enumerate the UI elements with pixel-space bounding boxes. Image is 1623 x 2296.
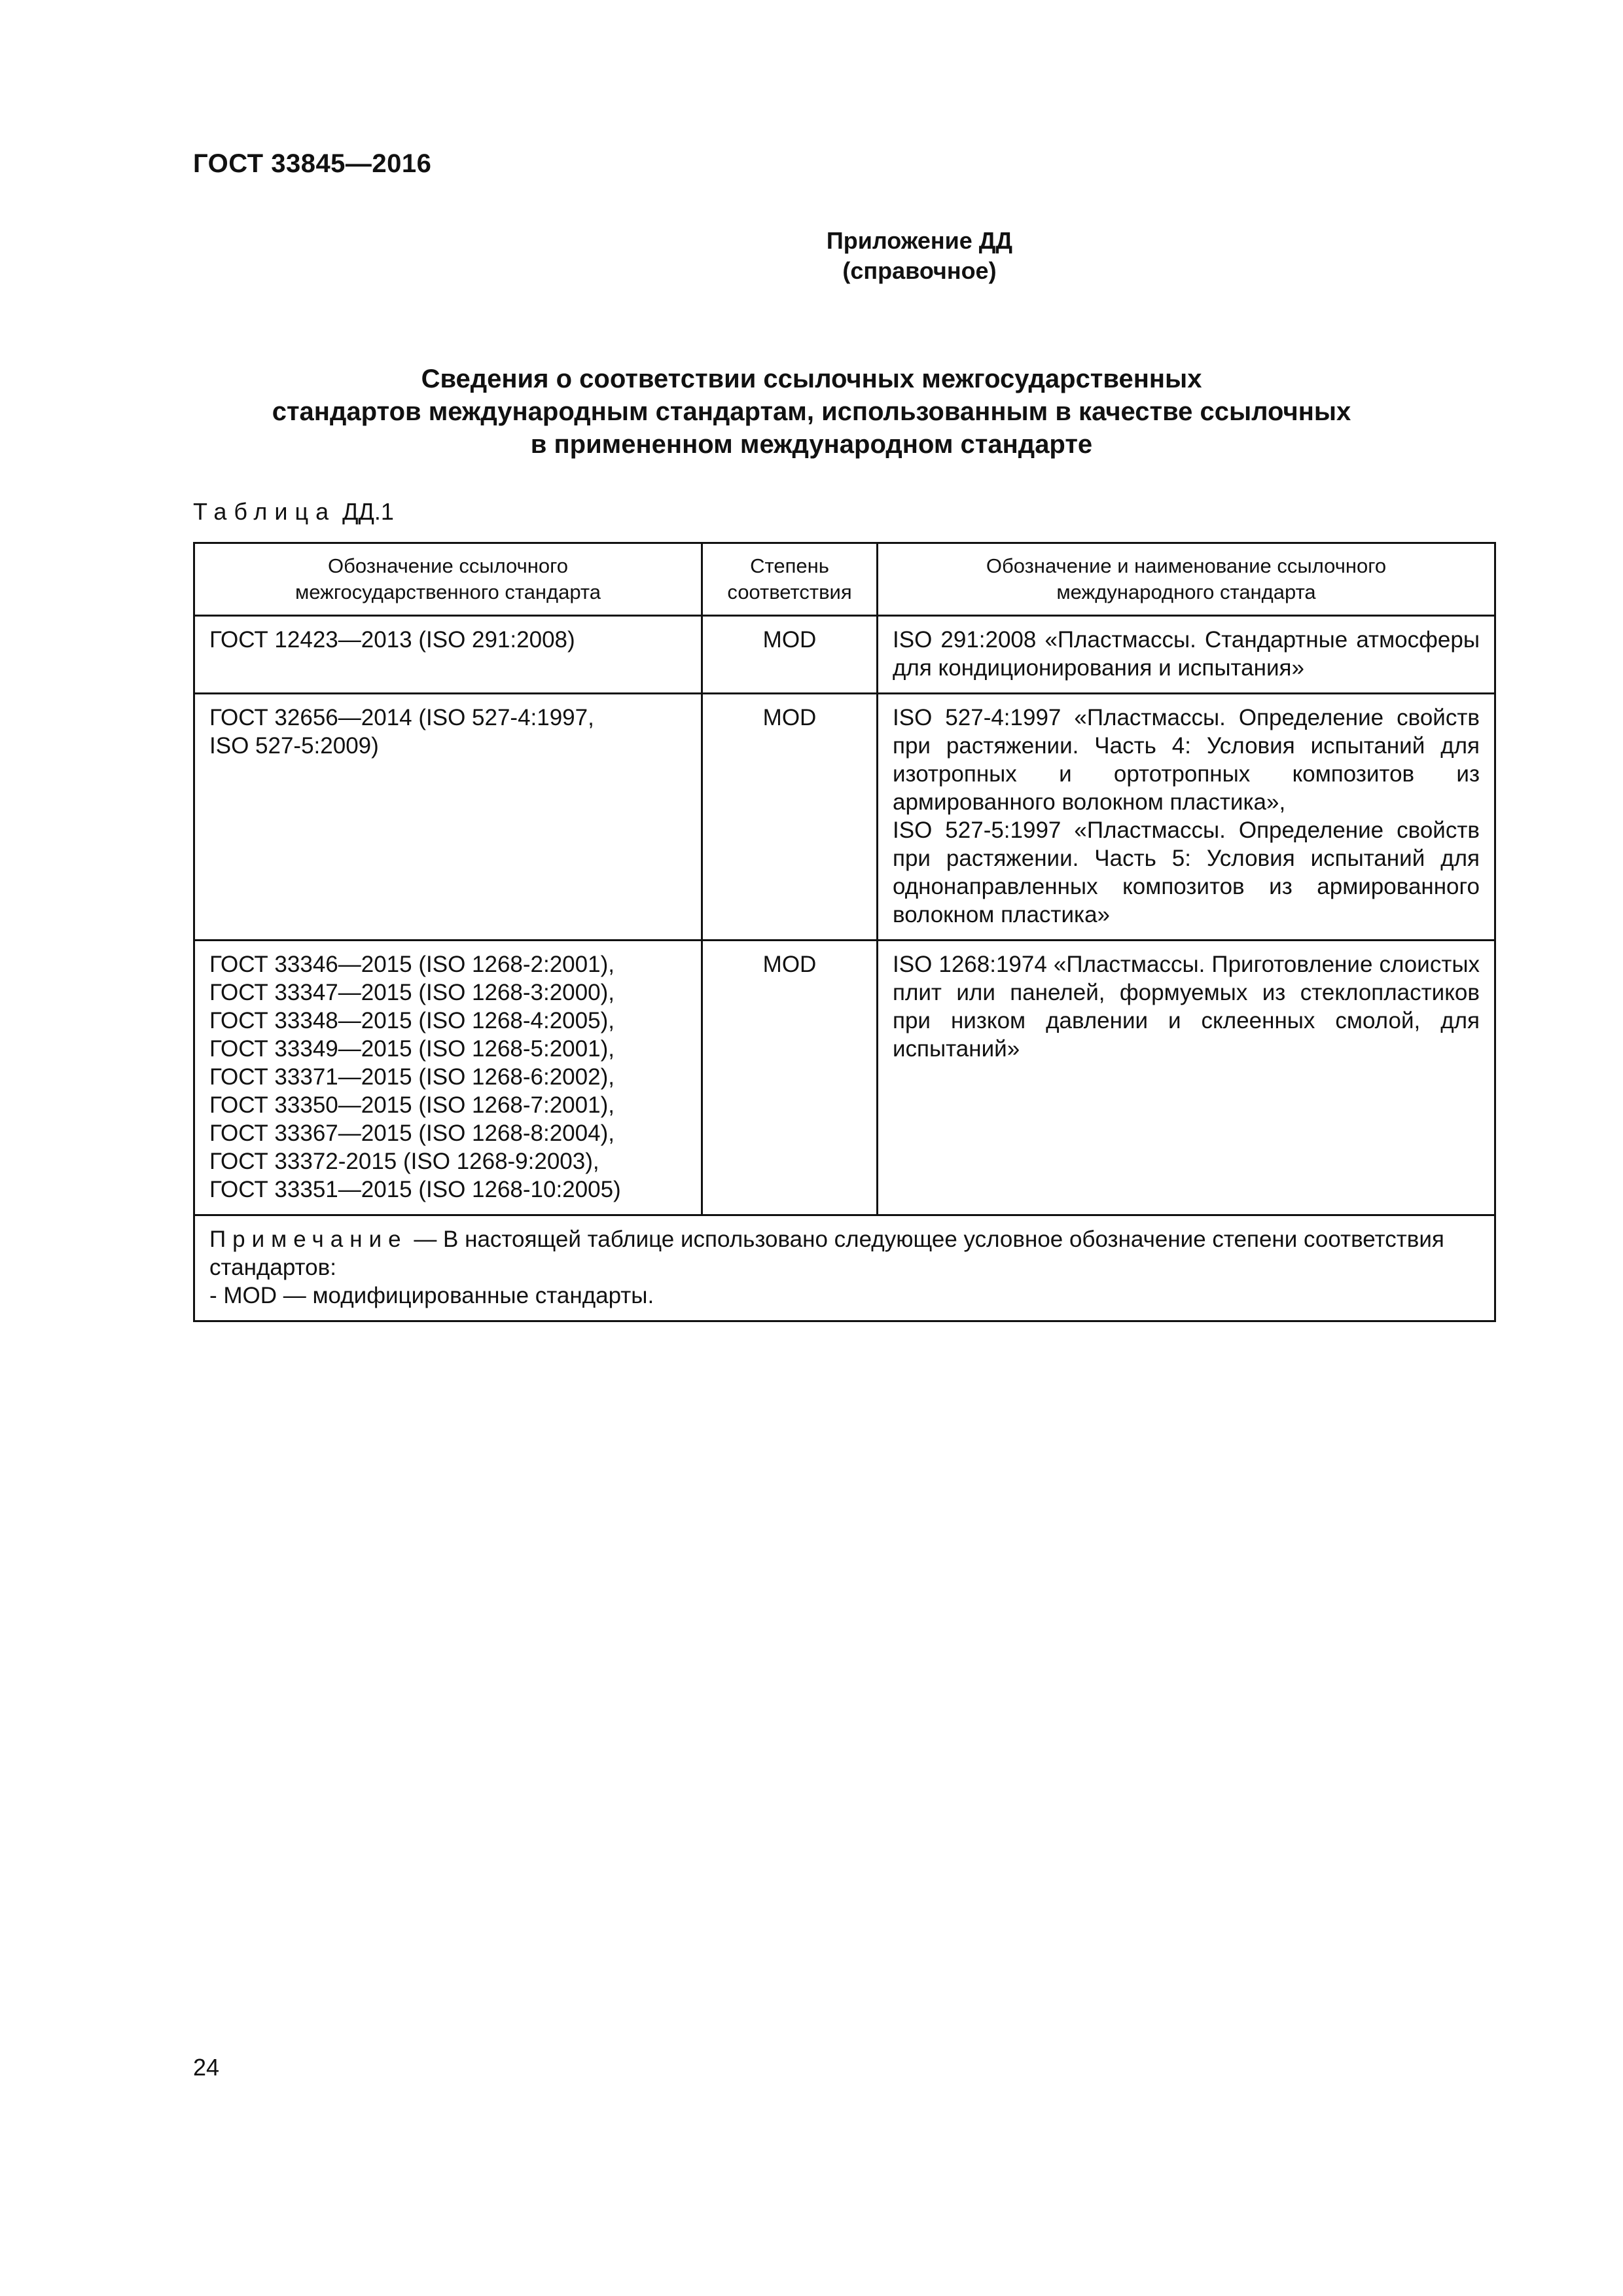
standard-line: ГОСТ 33371—2015 (ISO 1268-6:2002),: [209, 1064, 615, 1090]
standard-line: ISO 527-5:2009): [209, 733, 379, 759]
document-code: ГОСТ 33845—2016: [193, 149, 432, 178]
header-degree: [702, 543, 878, 616]
standards-correspondence-table: [193, 542, 1496, 1322]
table-caption: [193, 497, 394, 526]
standard-line: ГОСТ 33347—2015 (ISO 1268-3:2000),: [209, 980, 615, 1005]
standard-line: ГОСТ 32656—2014 (ISO 527-4:1997,: [209, 705, 594, 730]
standard-line: ГОСТ 33351—2015 (ISO 1268-10:2005): [209, 1177, 621, 1202]
standard-line: ГОСТ 33346—2015 (ISO 1268-2:2001),: [209, 952, 615, 977]
annex-type: (справочное): [842, 257, 997, 284]
standard-line: ГОСТ 33350—2015 (ISO 1268-7:2001),: [209, 1092, 615, 1118]
international-standard-entry: ISO 527-5:1997 «Пластмассы. Определение свойств при растяжении. Часть 5: Условия испытаний для однонаправленных композитов из армированного волокном пластика»: [893, 817, 1480, 927]
note-label: Примечание: [209, 1227, 408, 1252]
header-interstate-standard: [194, 543, 702, 616]
international-standard-entry: ISO 527-4:1997 «Пластмассы. Определение свойств при растяжении. Часть 4: Условия испытаний для изотропных и ортотропных композитов из армированного волокном пластика»,: [893, 705, 1480, 815]
header-international-standard: [878, 543, 1495, 616]
page-number: 24: [193, 2054, 220, 2081]
cell-interstate-standard: [194, 941, 702, 1215]
header-text: соответствия: [727, 581, 852, 603]
header-text: международного стандарта: [1056, 581, 1316, 603]
header-text: межгосударственного стандарта: [294, 581, 601, 603]
cell-international-standard: [878, 694, 1495, 941]
table-caption-label: Таблица: [193, 498, 336, 525]
section-title: [0, 363, 1623, 461]
table-caption-number: ДД.1: [342, 498, 394, 525]
cell-degree: MOD: [702, 941, 878, 1215]
table-row: [194, 694, 1495, 941]
standard-line: ГОСТ 33348—2015 (ISO 1268-4:2005),: [209, 1008, 615, 1033]
section-title-line: Сведения о соответствии ссылочных межгосударственных: [421, 365, 1202, 393]
table-note-row: [194, 1215, 1495, 1321]
note-text: — В настоящей таблице использовано следующее условное обозначение степени соответствия стандартов:: [209, 1227, 1444, 1280]
header-text: Степень: [750, 554, 829, 577]
section-title-line: в примененном международном стандарте: [530, 430, 1093, 459]
annex-title: Приложение ДД: [826, 227, 1013, 254]
standard-line: ГОСТ 33349—2015 (ISO 1268-5:2001),: [209, 1036, 615, 1062]
section-title-line: стандартов международным стандартам, использованным в качестве ссылочных: [272, 397, 1351, 426]
cell-degree: MOD: [702, 694, 878, 941]
cell-interstate-standard: [194, 694, 702, 941]
cell-degree: MOD: [702, 616, 878, 694]
table-note: [194, 1215, 1495, 1321]
cell-international-standard: ISO 1268:1974 «Пластмассы. Приготовление слоистых плит или панелей, формуемых из стеклопластиков при низком давлении и склеенных смолой, для испытаний»: [878, 941, 1495, 1215]
cell-interstate-standard: [194, 616, 702, 694]
standard-line: ГОСТ 33372-2015 (ISO 1268-9:2003),: [209, 1149, 599, 1174]
header-text: Обозначение и наименование ссылочного: [986, 554, 1387, 577]
table-row: [194, 616, 1495, 694]
standard-line: ГОСТ 33367—2015 (ISO 1268-8:2004),: [209, 1121, 615, 1146]
table-header-row: [194, 543, 1495, 616]
table-row: [194, 941, 1495, 1215]
note-item: - MOD — модифицированные стандарты.: [209, 1283, 654, 1308]
standard-line: ГОСТ 12423—2013 (ISO 291:2008): [209, 627, 575, 653]
header-text: Обозначение ссылочного: [328, 554, 568, 577]
cell-international-standard: ISO 291:2008 «Пластмассы. Стандартные атмосферы для кондиционирования и испытания»: [878, 616, 1495, 694]
